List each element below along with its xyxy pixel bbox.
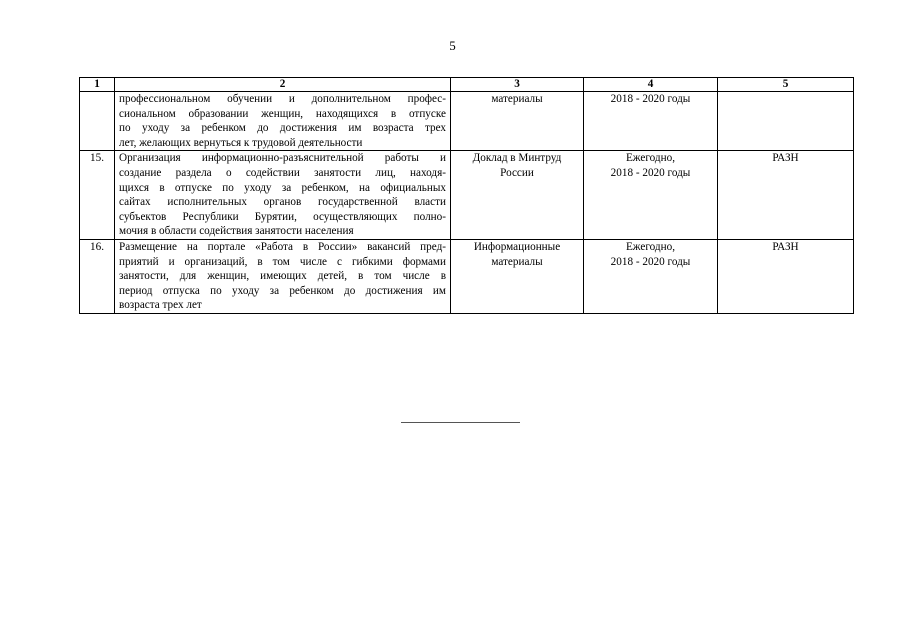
header-col-3: 3: [451, 78, 584, 92]
description-line: Размещение на портале «Работа в России» вакансий пред-: [119, 240, 446, 253]
deadline: [584, 151, 718, 240]
result-form-line: материалы: [491, 93, 543, 105]
result-form-line: Информационные: [473, 240, 561, 253]
deadline: [584, 92, 718, 151]
result-form: [451, 151, 584, 240]
row-number: 15.: [80, 151, 115, 240]
description-line: мочия в области содействия занятости населения: [119, 225, 354, 238]
measure-description: [115, 239, 451, 313]
result-form: [451, 92, 584, 151]
page-number: 5: [449, 38, 456, 53]
measure-description: [115, 151, 451, 240]
responsible: РАЗН: [718, 151, 854, 240]
header-col-5: 5: [718, 78, 854, 92]
result-form-line: России: [500, 166, 534, 179]
header-col-2: 2: [115, 78, 451, 92]
description-line: приятий и организаций, в том числе с гибкими формами: [119, 255, 446, 268]
description-line: щихся в отпуске по уходу за ребенком, на официальных: [119, 181, 446, 194]
end-of-document-rule: [401, 422, 520, 423]
description-line: субъектов Республики Бурятии, осуществляющих полно-: [119, 210, 446, 223]
description-line: период отпуска по уходу за ребенком до достижения им: [119, 284, 446, 297]
description-line: возраста трех лет: [119, 299, 202, 312]
table-header-row: [80, 78, 854, 92]
row-number: 16.: [80, 239, 115, 313]
deadline: [584, 239, 718, 313]
description-line: Организация информационно-разъяснительной работы и: [119, 152, 446, 165]
result-form: [451, 239, 584, 313]
plan-table: [79, 77, 854, 314]
table-row: [80, 92, 854, 151]
deadline-line: 2018 - 2020 годы: [610, 93, 691, 105]
description-line: создание раздела о содействии занятости лиц, находя-: [119, 166, 446, 179]
header-col-1: 1: [80, 78, 115, 92]
description-line: профессиональном обучении и дополнительном профес-: [119, 93, 446, 105]
header-col-4: 4: [584, 78, 718, 92]
deadline-line: 2018 - 2020 годы: [610, 166, 691, 179]
responsible: [718, 92, 854, 151]
row-number: [80, 92, 115, 151]
description-line: по уходу за ребенком до достижения им возраста трех: [119, 122, 446, 135]
description-line: сайтах исполнительных органов государственной власти: [119, 196, 446, 209]
description-line: занятости, для женщин, имеющих детей, в том числе в: [119, 270, 446, 283]
responsible: РАЗН: [718, 239, 854, 313]
result-form-line: Доклад в Минтруд: [472, 152, 562, 165]
table-row: [80, 239, 854, 313]
deadline-line: Ежегодно,: [625, 240, 676, 253]
measure-description: [115, 92, 451, 151]
deadline-line: 2018 - 2020 годы: [610, 255, 691, 268]
description-line: сиональном образовании женщин, находящихся в отпуске: [119, 107, 446, 120]
deadline-line: Ежегодно,: [625, 152, 676, 165]
result-form-line: материалы: [491, 255, 543, 268]
description-line: лет, желающих вернуться к трудовой деятельности: [119, 136, 363, 149]
table-row: [80, 151, 854, 240]
